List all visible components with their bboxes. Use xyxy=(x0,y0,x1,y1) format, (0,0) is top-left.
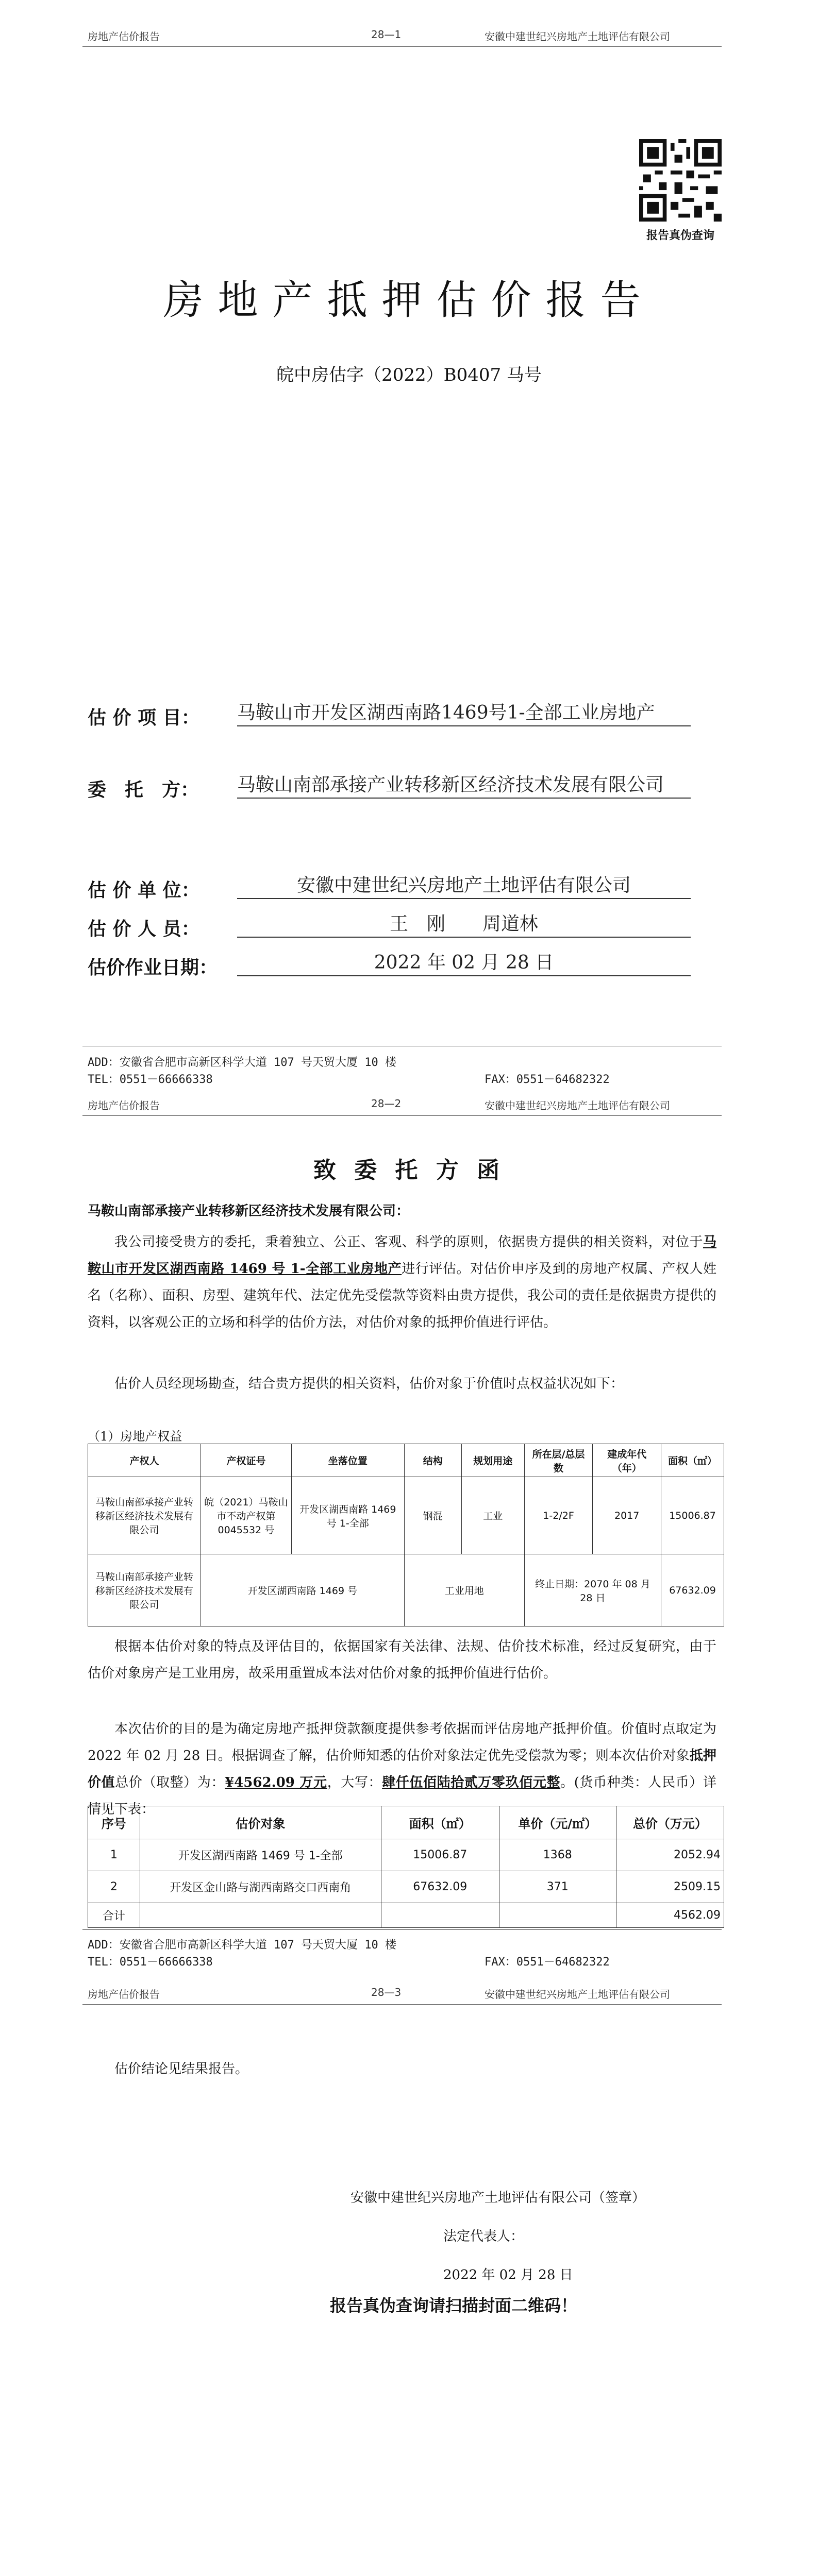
page-number: 28—1 xyxy=(371,28,402,41)
footer-tel-number: 0551－66666338 xyxy=(119,1073,213,1086)
header-rule xyxy=(82,46,722,47)
letter-p4-amount-upper: 肆仟伍佰陆拾贰万零玖佰元整 xyxy=(382,1775,561,1790)
footer-rule xyxy=(82,1929,722,1930)
footer-add-label: ADD： xyxy=(88,1056,120,1069)
table-cell: 开发区金山路与湖西南路交口西南角 xyxy=(140,1871,381,1903)
table-cell: 工业 xyxy=(461,1477,524,1554)
letter-p4-value-label: 抵押价值 xyxy=(88,1748,716,1790)
letter-p4-mid: 总价（取整）为： xyxy=(115,1775,225,1790)
qr-caption: 报告真伪查询 xyxy=(646,229,714,242)
footer-address-text: 安徽省合肥市高新区科学大道 107 号天贸大厦 10 楼 xyxy=(119,1939,396,1952)
letter-p4-upper-label: ，大写： xyxy=(327,1775,382,1790)
field-label-project: 估 价 项 目： xyxy=(88,707,200,728)
letter-addressee: 马鞍山南部承接产业转移新区经济技术发展有限公司： xyxy=(88,1204,410,1219)
table-header-cell: 估价对象 xyxy=(140,1806,381,1839)
table-row xyxy=(88,1554,724,1626)
table-cell: 371 xyxy=(499,1871,616,1903)
letter-p4-amount: ¥4562.09 万元 xyxy=(225,1775,327,1790)
letter-p4-end: 。(货币种类：人民币）详情见下表： xyxy=(88,1775,716,1817)
qr-code-icon xyxy=(639,139,722,222)
table-header-cell: 产权证号 xyxy=(201,1444,291,1477)
letter-p1-property: 马鞍山市开发区湖西南路 1469 号 1-全部工业房地产 xyxy=(88,1234,716,1277)
table-row xyxy=(88,1871,724,1903)
page-header-left: 房地产估价报告 xyxy=(88,1988,160,2001)
report-title: 房地产抵押估价报告 xyxy=(163,277,655,324)
table-cell: 2 xyxy=(88,1871,140,1903)
field-value-appraisers: 王 刚 周道林 xyxy=(237,912,691,938)
letter-p1-start: 我公司接受贵方的委托，秉着独立、公正、客观、科学的原则，依据贵方提供的相关资料，对位于 xyxy=(114,1234,703,1250)
letter-paragraph-2: 估价人员经现场勘查，结合贵方提供的相关资料，估价对象于价值时点权益状况如下： xyxy=(114,1376,624,1392)
footer-tel-number: 0551－66666338 xyxy=(119,1956,213,1969)
table-cell: 15006.87 xyxy=(381,1839,499,1871)
footer-fax-number: 0551－64682322 xyxy=(516,1073,610,1086)
letter-p1-end: 进行评估。对估价申序及到的房地产权属、产权人姓名（名称）、面积、房型、建筑年代、法定优先受偿款等资料由贵方提供，我公司的责任是依据贵方提供的资料，以客观公正的立场和科学的估价方法，对估价对象的抵押价值进行评估。 xyxy=(88,1261,716,1330)
footer-address xyxy=(88,1936,396,1952)
footer-tel-label: TEL： xyxy=(88,1073,120,1086)
table-header-cell: 序号 xyxy=(88,1806,140,1839)
table-header-cell: 产权人 xyxy=(88,1444,201,1477)
verification-note: 报告真伪查询请扫描封面二维码！ xyxy=(330,2296,578,2315)
table-header-cell: 面积（㎡） xyxy=(661,1444,724,1477)
table-header-cell: 结构 xyxy=(404,1444,461,1477)
footer-fax xyxy=(485,1953,610,1969)
footer-fax xyxy=(485,1071,610,1087)
table-cell: 皖（2021）马鞍山市不动产权第 0045532 号 xyxy=(201,1477,291,1554)
table-header-cell: 坐落位置 xyxy=(291,1444,404,1477)
letter-paragraph-5: 估价结论见结果报告。 xyxy=(114,2061,249,2077)
table-cell: 67632.09 xyxy=(381,1871,499,1903)
letter-paragraph-1 xyxy=(88,1229,716,1336)
field-label-appraiser-firm: 估 价 单 位： xyxy=(88,879,200,901)
field-label-work-date: 估价作业日期： xyxy=(88,957,218,978)
field-value-work-date: 2022 年 02 月 28 日 xyxy=(237,951,691,976)
footer-address xyxy=(88,1054,396,1070)
table-header-cell: 总价（万元） xyxy=(616,1806,724,1839)
table-cell: 工业用地 xyxy=(404,1554,524,1626)
table-cell: 开发区湖西南路 1469 号 1-全部 xyxy=(140,1839,381,1871)
page-number: 28—3 xyxy=(371,1986,402,1998)
table-cell xyxy=(381,1903,499,1928)
header-rule xyxy=(82,1115,722,1116)
signature-representative: 法定代表人： xyxy=(443,2229,524,2244)
table-row xyxy=(88,1839,724,1871)
table-cell: 1 xyxy=(88,1839,140,1871)
table-total-row xyxy=(88,1903,724,1928)
table-cell: 马鞍山南部承接产业转移新区经济技术发展有限公司 xyxy=(88,1477,201,1554)
table-cell: 15006.87 xyxy=(661,1477,724,1554)
valuation-table xyxy=(88,1806,724,1928)
table-header-cell: 单价（元/㎡） xyxy=(499,1806,616,1839)
table-header-cell: 所在层/总层数 xyxy=(524,1444,593,1477)
field-label-appraisers: 估 价 人 员： xyxy=(88,918,200,940)
page-header-right: 安徽中建世纪兴房地产土地评估有限公司 xyxy=(485,30,670,43)
footer-tel-label: TEL： xyxy=(88,1956,120,1969)
field-value-appraiser-firm: 安徽中建世纪兴房地产土地评估有限公司 xyxy=(237,873,691,899)
signature-date: 2022 年 02 月 28 日 xyxy=(443,2267,573,2283)
table-cell: 2052.94 xyxy=(616,1839,724,1871)
table-cell xyxy=(499,1903,616,1928)
page-header-left: 房地产估价报告 xyxy=(88,30,160,43)
table-header-cell: 规划用途 xyxy=(461,1444,524,1477)
field-value-client: 马鞍山南部承接产业转移新区经济技术发展有限公司 xyxy=(237,773,691,799)
footer-tel xyxy=(88,1071,213,1087)
footer-fax-label: FAX： xyxy=(485,1073,516,1086)
letter-title: 致 委 托 方 函 xyxy=(313,1157,505,1183)
page-header-right: 安徽中建世纪兴房地产土地评估有限公司 xyxy=(485,1099,670,1112)
table-row xyxy=(88,1477,724,1554)
table-header-cell: 面积（㎡） xyxy=(381,1806,499,1839)
qr-code[interactable] xyxy=(639,139,722,224)
page-number: 28—2 xyxy=(371,1097,402,1110)
table-cell: 1368 xyxy=(499,1839,616,1871)
letter-p4-start: 本次估价的目的是为确定房地产抵押贷款额度提供参考依据而评估房地产抵押价值。价值时点取定为 2022 年 02 月 28 日。根据调查了解，估价师知悉的估价对象法定优先受偿款为零；则本次估价对象 xyxy=(88,1721,716,1764)
table-cell: 67632.09 xyxy=(661,1554,724,1626)
footer-fax-label: FAX： xyxy=(485,1956,516,1969)
table-header-row xyxy=(88,1444,724,1477)
table-cell: 终止日期：2070 年 08 月 28 日 xyxy=(524,1554,661,1626)
field-value-project: 马鞍山市开发区湖西南路1469号1-全部工业房地产 xyxy=(237,701,691,726)
table-cell: 钢混 xyxy=(404,1477,461,1554)
table-cell: 开发区湖西南路 1469 号 xyxy=(201,1554,404,1626)
table-cell xyxy=(140,1903,381,1928)
page-header-left: 房地产估价报告 xyxy=(88,1099,160,1112)
property-rights-table xyxy=(88,1444,724,1626)
table-cell: 马鞍山南部承接产业转移新区经济技术发展有限公司 xyxy=(88,1554,201,1626)
table-cell: 2509.15 xyxy=(616,1871,724,1903)
field-label-client: 委 托 方： xyxy=(88,779,199,801)
footer-tel xyxy=(88,1953,213,1969)
signature-company: 安徽中建世纪兴房地产土地评估有限公司（签章） xyxy=(350,2190,646,2206)
table-cell: 1-2/2F xyxy=(524,1477,593,1554)
letter-paragraph-3: 根据本估价对象的特点及评估目的，依据国家有关法律、法规、估价技术标准，经过反复研究，由于估价对象房产是工业用房，故采用重置成本法对估价对象的抵押价值进行估价。 xyxy=(88,1639,716,1681)
page-header-right: 安徽中建世纪兴房地产土地评估有限公司 xyxy=(485,1988,670,2001)
table-header-row xyxy=(88,1806,724,1839)
header-rule xyxy=(82,2004,722,2005)
rights-subheading: （1）房地产权益 xyxy=(88,1429,182,1444)
table-cell: 合计 xyxy=(88,1903,140,1928)
table-cell: 4562.09 xyxy=(616,1903,724,1928)
footer-add-label: ADD： xyxy=(88,1939,120,1952)
footer-address-text: 安徽省合肥市高新区科学大道 107 号天贸大厦 10 楼 xyxy=(119,1056,396,1069)
table-header-cell: 建成年代（年） xyxy=(593,1444,661,1477)
footer-fax-number: 0551－64682322 xyxy=(516,1956,610,1969)
table-cell: 开发区湖西南路 1469 号 1-全部 xyxy=(291,1477,404,1554)
table-cell: 2017 xyxy=(593,1477,661,1554)
report-number: 皖中房估字（2022）B0407 马号 xyxy=(276,365,542,385)
